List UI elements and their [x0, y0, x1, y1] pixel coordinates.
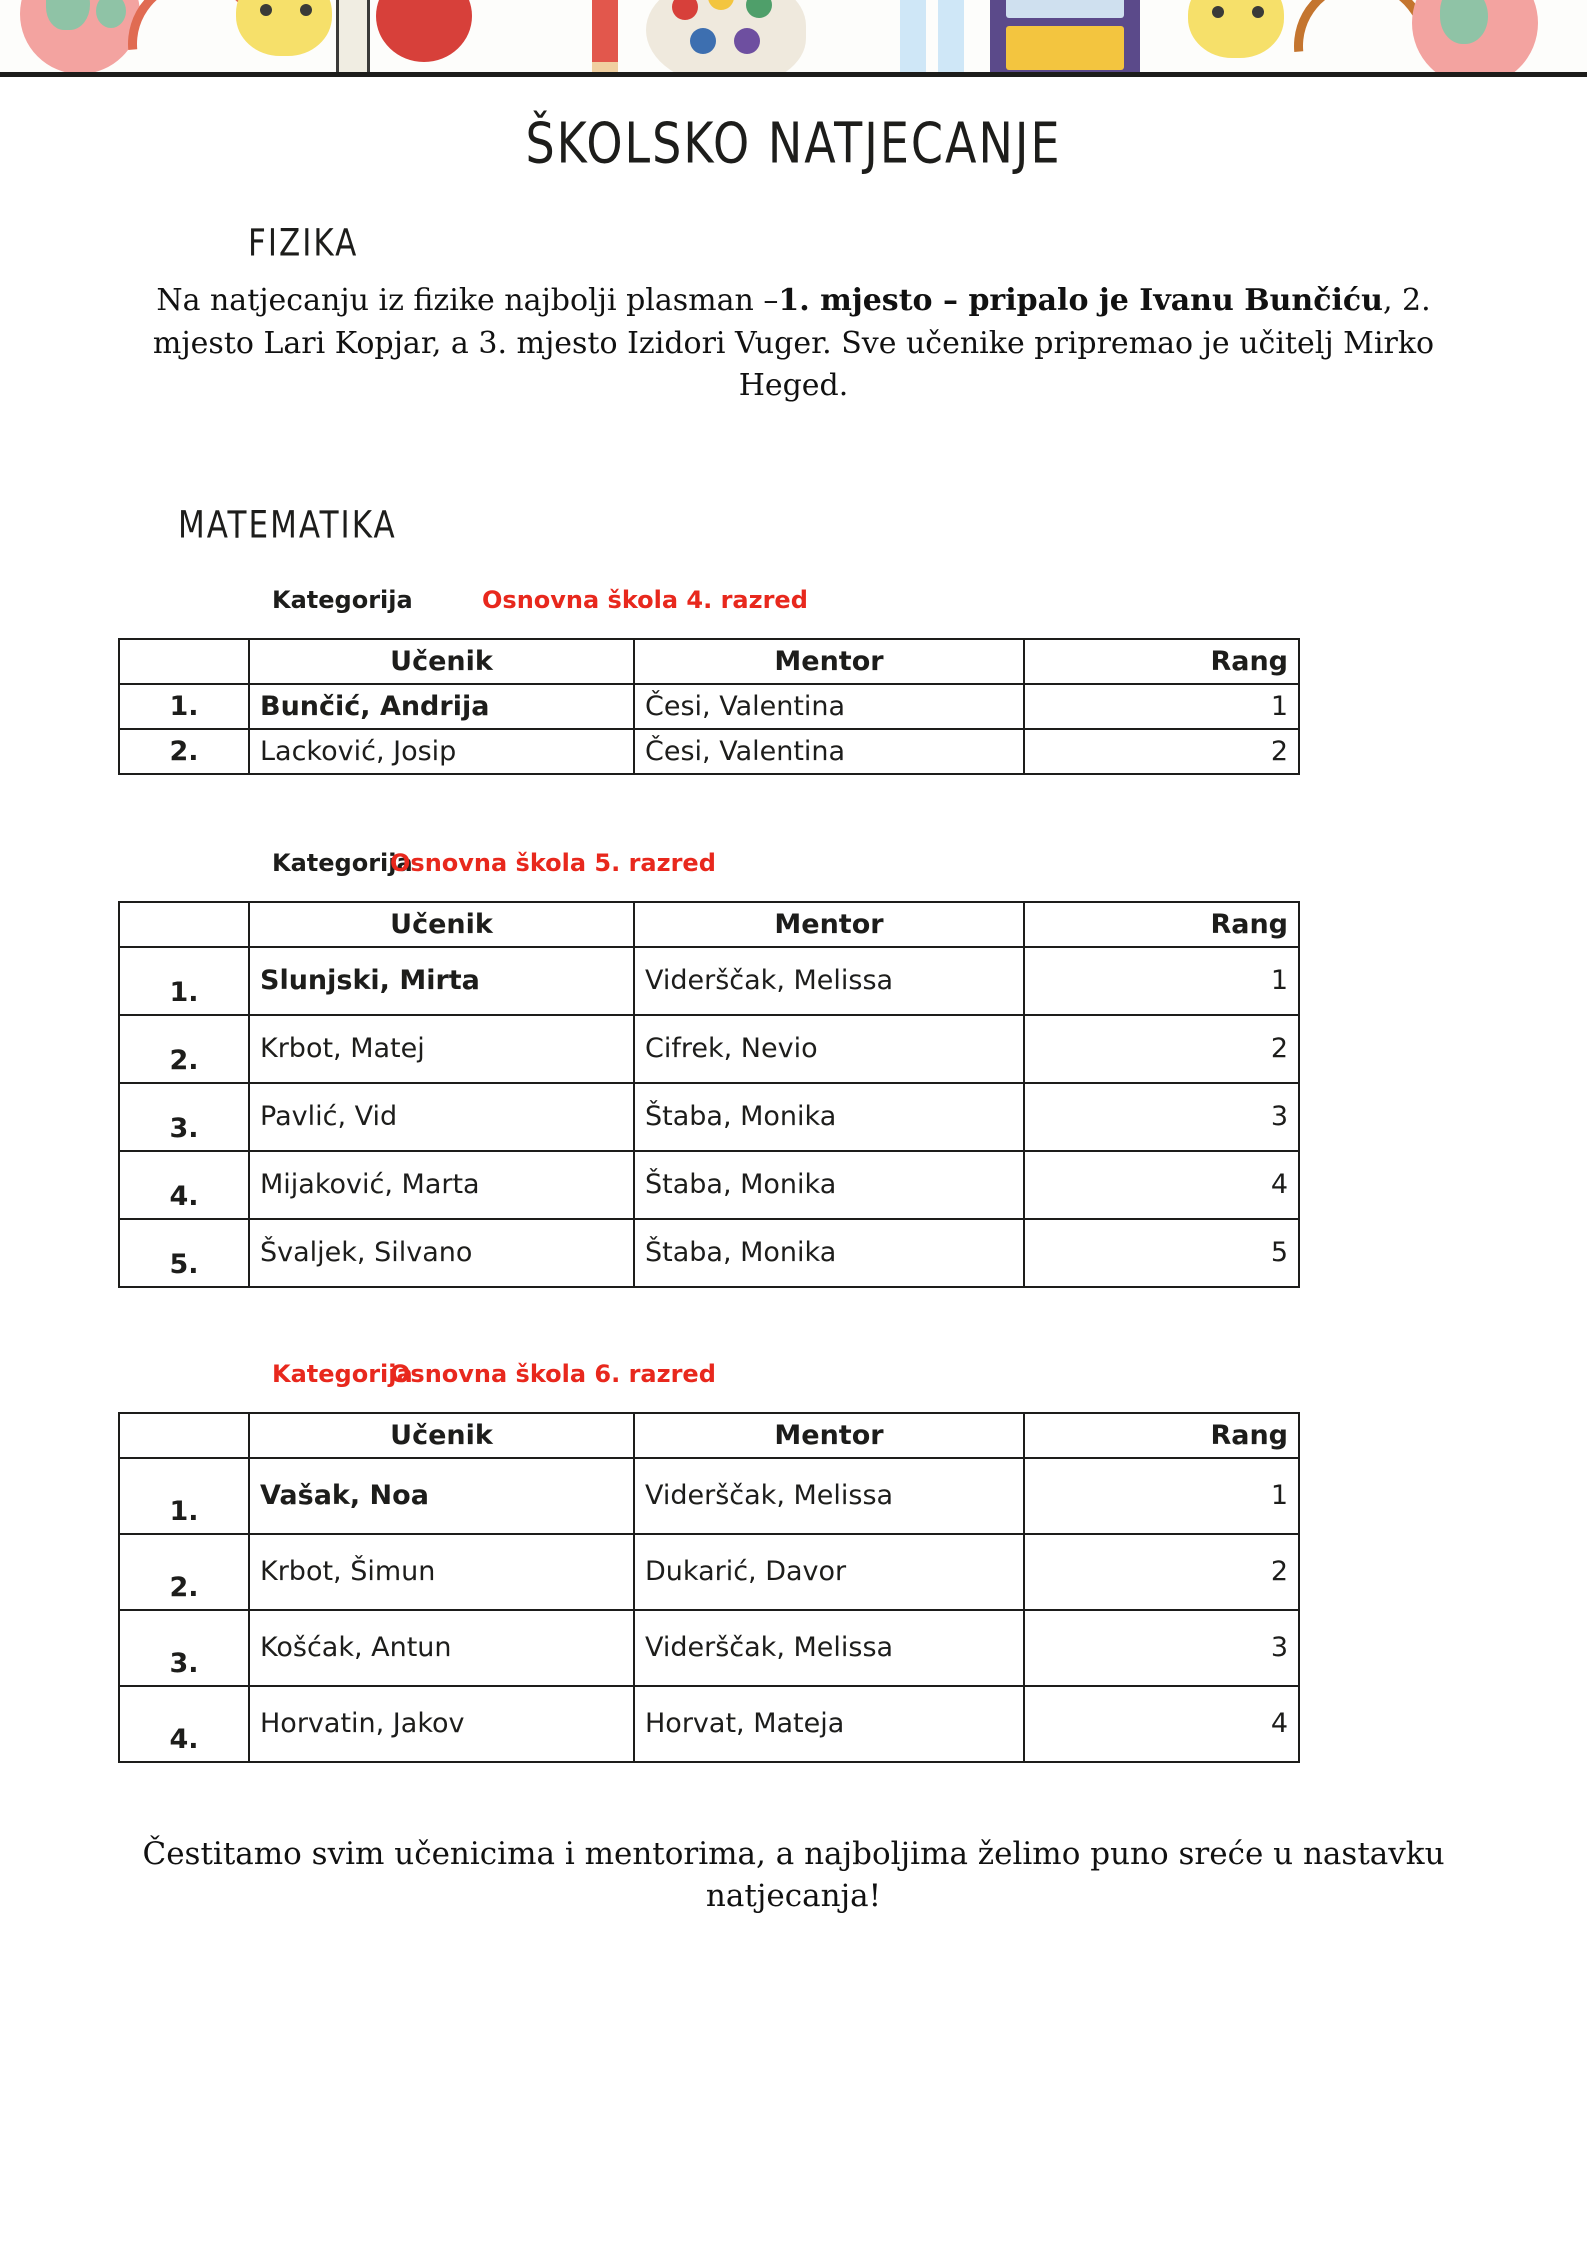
cell-mentor: Dukarić, Davor — [634, 1534, 1024, 1610]
cell-index: 1. — [119, 1458, 249, 1534]
fizika-paragraph-part3: , 2. mjesto Lari Kopjar, a 3. mjesto Izidori Vuger. Sve učenike pripremao je učitelj Mirko Heged. — [152, 283, 1435, 404]
table-header-row — [119, 1413, 1299, 1458]
calculator-keys-graphic — [1006, 26, 1124, 70]
cell-rang: 1 — [1024, 684, 1299, 729]
column-header-mentor: Mentor — [634, 639, 1024, 684]
column-header-mentor: Mentor — [634, 902, 1024, 947]
cell-rang: 1 — [1024, 1458, 1299, 1534]
cell-index: 4. — [119, 1151, 249, 1219]
cell-rang: 5 — [1024, 1219, 1299, 1287]
column-header-ucenik: Učenik — [249, 1413, 634, 1458]
cell-ucenik: Pavlić, Vid — [249, 1083, 634, 1151]
cell-rang: 4 — [1024, 1686, 1299, 1762]
category-row-1 — [0, 586, 1587, 614]
cell-rang: 4 — [1024, 1151, 1299, 1219]
results-table-6-razred — [118, 1412, 1300, 1763]
category-label-3: Kategorija — [272, 1359, 413, 1388]
cell-mentor: Česi, Valentina — [634, 729, 1024, 774]
cell-ucenik: Vašak, Noa — [249, 1458, 634, 1534]
cell-mentor: Štaba, Monika — [634, 1083, 1024, 1151]
cell-mentor: Viderščak, Melissa — [634, 1458, 1024, 1534]
table-row — [119, 1458, 1299, 1534]
column-header-index — [119, 1413, 249, 1458]
cell-ucenik: Lacković, Josip — [249, 729, 634, 774]
table-row — [119, 1015, 1299, 1083]
column-header-index — [119, 902, 249, 947]
cell-ucenik: Mijaković, Marta — [249, 1151, 634, 1219]
cell-ucenik: Bunčić, Andrija — [249, 684, 634, 729]
paint-palette-graphic — [646, 0, 806, 77]
table-row — [119, 1610, 1299, 1686]
cell-mentor: Horvat, Mateja — [634, 1686, 1024, 1762]
palette-dot-blue-icon — [690, 28, 716, 54]
cell-index: 3. — [119, 1610, 249, 1686]
cell-index: 2. — [119, 729, 249, 774]
lemon-eye-left-icon — [260, 4, 272, 16]
column-header-rang: Rang — [1024, 639, 1299, 684]
category-label-1: Kategorija — [272, 585, 413, 614]
fizika-paragraph — [144, 280, 1444, 408]
cell-index: 2. — [119, 1015, 249, 1083]
table-row — [119, 684, 1299, 729]
column-header-ucenik: Učenik — [249, 902, 634, 947]
closing-paragraph: Čestitamo svim učenicima i mentorima, a najboljima želimo puno sreće u nastavku natjecanja! — [142, 1835, 1445, 1914]
ruler-graphic — [336, 0, 370, 77]
cell-index: 1. — [119, 684, 249, 729]
cell-index: 1. — [119, 947, 249, 1015]
cell-ucenik: Švaljek, Silvano — [249, 1219, 634, 1287]
cell-rang: 2 — [1024, 1015, 1299, 1083]
notebook-stripe-graphic — [938, 0, 964, 72]
cell-index: 5. — [119, 1219, 249, 1287]
palette-dot-purple-icon — [734, 28, 760, 54]
cell-index: 3. — [119, 1083, 249, 1151]
section-heading-fizika: FIZIKA — [248, 222, 359, 266]
fizika-paragraph-bold: 1. mjesto – pripalo je Ivanu Bunčiću — [778, 283, 1383, 318]
cell-ucenik: Horvatin, Jakov — [249, 1686, 634, 1762]
cell-mentor: Štaba, Monika — [634, 1219, 1024, 1287]
cell-mentor: Cifrek, Nevio — [634, 1015, 1024, 1083]
column-header-mentor: Mentor — [634, 1413, 1024, 1458]
column-header-rang: Rang — [1024, 902, 1299, 947]
page-title: ŠKOLSKO NATJECANJE — [525, 110, 1062, 176]
cell-mentor: Viderščak, Melissa — [634, 1610, 1024, 1686]
cell-ucenik: Krbot, Šimun — [249, 1534, 634, 1610]
table-row — [119, 1534, 1299, 1610]
cell-index: 4. — [119, 1686, 249, 1762]
column-header-ucenik: Učenik — [249, 639, 634, 684]
calculator-screen-graphic — [1006, 0, 1124, 18]
cell-ucenik: Košćak, Antun — [249, 1610, 634, 1686]
column-header-rang: Rang — [1024, 1413, 1299, 1458]
cell-rang: 1 — [1024, 947, 1299, 1015]
lemon-eye-right-icon — [300, 4, 312, 16]
category-value-2: Osnovna škola 5. razred — [390, 848, 716, 877]
lemon-right-eye-left-icon — [1212, 6, 1224, 18]
cell-mentor: Viderščak, Melissa — [634, 947, 1024, 1015]
cell-ucenik: Slunjski, Mirta — [249, 947, 634, 1015]
category-value-3: Osnovna škola 6. razred — [390, 1359, 716, 1388]
cell-index: 2. — [119, 1534, 249, 1610]
fizika-paragraph-part1: Na natjecanju iz fizike najbolji plasman – — [156, 283, 779, 318]
table-header-row — [119, 639, 1299, 684]
table-row — [119, 947, 1299, 1015]
document-body — [0, 72, 1587, 1917]
column-header-index — [119, 639, 249, 684]
cell-rang: 2 — [1024, 729, 1299, 774]
cell-rang: 3 — [1024, 1083, 1299, 1151]
cell-mentor: Česi, Valentina — [634, 684, 1024, 729]
category-row-3 — [0, 1360, 1587, 1388]
table-row — [119, 729, 1299, 774]
table-row — [119, 1151, 1299, 1219]
cell-rang: 2 — [1024, 1534, 1299, 1610]
cell-ucenik: Krbot, Matej — [249, 1015, 634, 1083]
cell-mentor: Štaba, Monika — [634, 1151, 1024, 1219]
table-row — [119, 1083, 1299, 1151]
results-table-5-razred — [118, 901, 1300, 1288]
table-header-row — [119, 902, 1299, 947]
table-row — [119, 1219, 1299, 1287]
category-value-1: Osnovna škola 4. razred — [482, 585, 808, 614]
category-row-2 — [0, 849, 1587, 877]
lemon-right-eye-right-icon — [1252, 6, 1264, 18]
section-heading-matematika: MATEMATIKA — [178, 503, 397, 547]
category-label-2: Kategorija — [272, 848, 413, 877]
results-table-4-razred — [118, 638, 1300, 775]
decorative-header-banner — [0, 0, 1587, 77]
table-row — [119, 1686, 1299, 1762]
notebook-stripe-graphic — [900, 0, 926, 72]
cell-rang: 3 — [1024, 1610, 1299, 1686]
